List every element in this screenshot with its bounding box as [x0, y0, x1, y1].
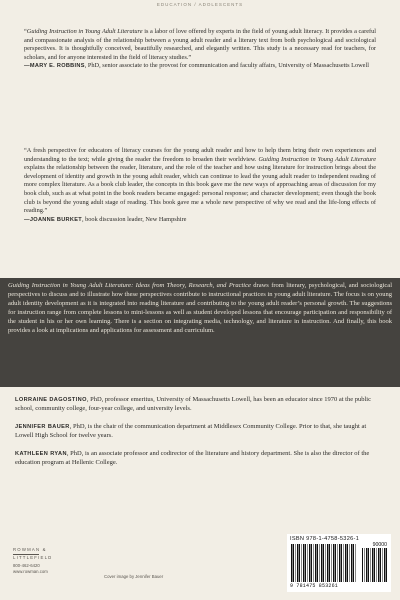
endorsement-burket	[24, 147, 376, 224]
author-bios	[15, 396, 385, 476]
book-description	[8, 282, 392, 335]
author-name: JENNIFER BAUER	[15, 423, 70, 430]
price-code: 90000	[372, 542, 387, 548]
endorsement-quote: is a labor of love offered by experts in the field of young adult literacy. It provides a careful and compassionate analysis of the relationship between a young adult reader and a literary text from both psychological and sociological perspectives. It is thoughtfully conceived, beautifully researched, and elegantly written. This study is a necessary read for teachers, for scholars, and for anyone interested in the field of literacy studies.”	[24, 28, 376, 61]
endorsement-book-title: Guiding Instruction in Young Adult Literature	[258, 155, 376, 163]
publisher-block	[13, 547, 73, 575]
author-bio-text: , PhD, is an associate professor and codirector of the literature and history department. She is also the director of the education program at Hellenic College.	[15, 449, 370, 466]
endorsement-robbins: “Guiding Instruction in Young Adult Literature is a labor of love offered by experts in the field of young adult literacy. It provides a careful and compassionate analysis of the relationship between a young adult reader and a literary text from both psychological and sociological perspectives. It is thoughtfully conceived, beautifully researched, and elegantly written. This study is a necessary read for teachers, for scholars, and for anyone interested in the field of literacy studies.” —MARY E. ROBBINS, PhD, senior associate to the provost for communication and faculty affairs, University of Massachusetts Lowell	[24, 28, 376, 70]
endorser-affiliation: , book discussion leader, New Hampshire	[81, 215, 187, 223]
barcode-box	[287, 534, 391, 592]
author-name: LORRAINE DAGOSTINO	[15, 397, 87, 403]
spine-label-strip	[0, 0, 400, 10]
author-bio	[15, 450, 385, 468]
publisher-logo-rule	[13, 554, 39, 555]
price-addon-barcode	[362, 548, 387, 582]
author-bio	[15, 423, 385, 441]
ean-barcode	[291, 544, 357, 582]
author-bio	[15, 396, 385, 414]
description-body: draws from literary, psychological, and sociological perspectives to discuss and to illustrate how these perspectives contribute to instructional practices in young adult literature. The focus is on young adult identity development as it is integrated into reading literature and contributing to the young adult reader’s personal growth. The suggestions for instruction range from complete lessons to mini-lessons as well as student developed lessons that encourage participation and responsibility of the student in his or her own learning. There is a section on integrating media, technology, and literature in instruction. And finally, this book provides a look at implications and applications for assessment and curriculum.	[8, 282, 392, 334]
endorsement-book-title: Guiding Instruction in Young Adult Literature	[26, 28, 143, 35]
endorsement-attribution	[24, 62, 376, 71]
endorsement-quote-b: explains the relationship between the reader, literature, and the role of the teacher and how using literature for instruction brings about the development of identity and growth in the young adult reader, which can continue to lead the young adult reader to independent reading of more complex literature. As a book club leader, the concepts in this book gave me the new ways of approaching areas of discussion for my book club, such as at what point in the book readers became engaged: personal response; and character development; even though the book club is beyond the young adult stage of reading. This book gave me a whole new perspective of why we read and the life-long effects of reading.”	[24, 164, 376, 215]
author-bio-text: , PhD, is the chair of the communication department at Middlesex Community College. Prior to that, she taught at Lowell High School for twelve years.	[15, 422, 367, 439]
author-bio-text: , PhD, professor emeritus, University of Massachusetts Lowell, has been an educator since 1970 at the public school, community college, four-year college, and university levels.	[15, 396, 371, 412]
publisher-contact	[13, 563, 73, 575]
isbn-label: ISBN 978-1-4758-5326-1	[290, 536, 360, 542]
author-name: KATHLEEN RYAN	[15, 450, 67, 457]
description-band	[0, 278, 400, 387]
endorser-name: —MARY E. ROBBINS	[24, 63, 85, 70]
publisher-logo-top: ROWMAN &	[13, 547, 47, 552]
endorsement-attribution	[24, 216, 376, 225]
publisher-website: www.rowman.com	[13, 568, 48, 574]
endorser-name: —JOANNE BURKET	[24, 216, 82, 223]
endorser-affiliation: , PhD, senior associate to the provost for communication and faculty affairs, University of Massachusetts Lowell	[84, 62, 369, 70]
description-book-title: Guiding Instruction in Young Adult Literature: Ideas from Theory, Research, and Practice	[8, 282, 251, 289]
barcode-digits: 9 781475 853261	[290, 583, 339, 589]
publisher-logo-bottom: LITTLEFIELD	[13, 555, 53, 561]
cover-image-credit: Cover image by Jennifer Bauer	[104, 574, 164, 579]
category-label: EDUCATION / ADOLESCENTS	[156, 2, 244, 7]
endorsement-quote-a: “A fresh perspective for educators of literacy courses for the young adult reader and how to help them bring their own experiences and understanding to the text; while giving the reader the freedom to broaden their worldview.	[24, 147, 376, 163]
publisher-phone: 800-462-6420	[13, 562, 40, 568]
